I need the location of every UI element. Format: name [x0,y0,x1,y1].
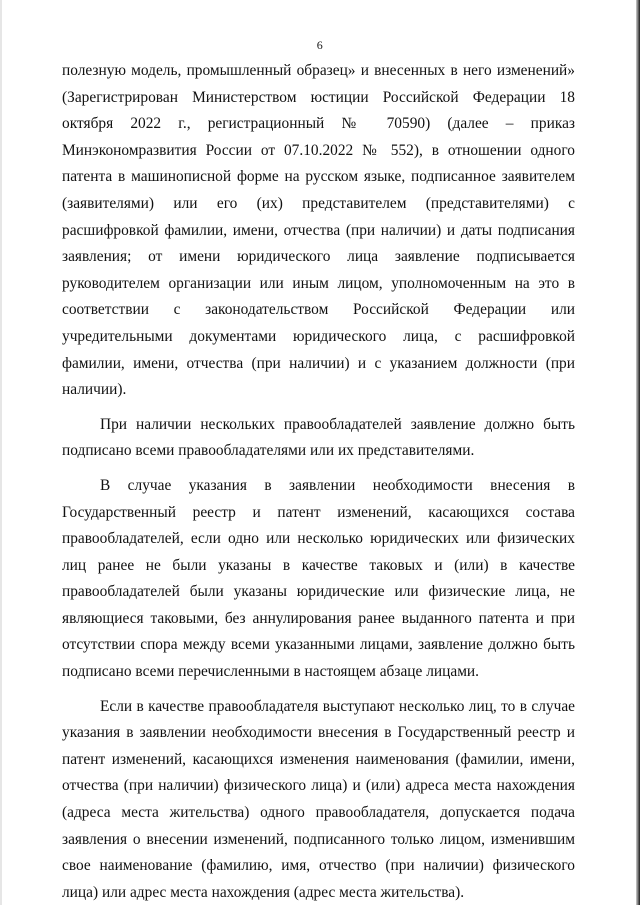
paragraph-continuation: полезную модель, промышленный образец» и внесенных в него изменений» (Зарегистрирован Министерством юстиции Российской Федерации 18 октября 2022 г., регистрационный № 70590) (далее – приказ Минэкономразвития России от 07.10.2022 № 552), в отношении одного патента в машинописной форме на русском языке, подписанное заявителем (заявителями) или его (их) представителем (представителями) с расшифровкой фамилии, имени, отчества (при наличии) и даты подписания заявления; от имени юридического лица заявление подписывается руководителем организации или иным лицом, уполномоченным на это в соответствии с законодательством Российской Федерации или учредительными документами юридического лица, с расшифровкой фамилии, имени, отчества (при наличии) и с указанием должности (при наличии). [62,62,575,399]
paragraph-name-address-change: Если в качестве правообладателя выступают несколько лиц, то в случае указания в заявлении необходимости внесения в Государственный реестр и патент изменений, касающихся изменения наименования (фамилии, имени, отчества (при наличии) физического лица) и (или) адреса места нахождения (адреса места жительства) одного правообладателя, допускается подача заявления о внесении изменений, подписанного только лицом, изменившим свое наименование (фамилию, имя, отчество (при наличии) физического лица) или адрес места нахождения (адрес места жительства). [62,697,575,901]
paragraph-change-of-rightholders: В случае указания в заявлении необходимости внесения в Государственный реестр и патент изменений, касающихся состава правообладателей, если одно или несколько юридических или физических лиц ранее не были указаны в качестве таковых и (или) в качестве правообладателей были указаны юридические или физические лица, не являющиеся таковыми, без аннулирования ранее выданного патента и при отсутствии спора между всеми указанными лицами, заявление должно быть подписано всеми перечисленными в настоящем абзаце лицами. [62,476,575,681]
paragraph-multiple-rightholders: При наличии нескольких правообладателей заявление должно быть подписано всеми правообладателями или их представителями. [62,415,575,460]
scan-edge-left [0,0,2,905]
scan-edge-right [636,0,640,905]
page-number: 6 [316,38,324,52]
document-body [62,58,575,905]
